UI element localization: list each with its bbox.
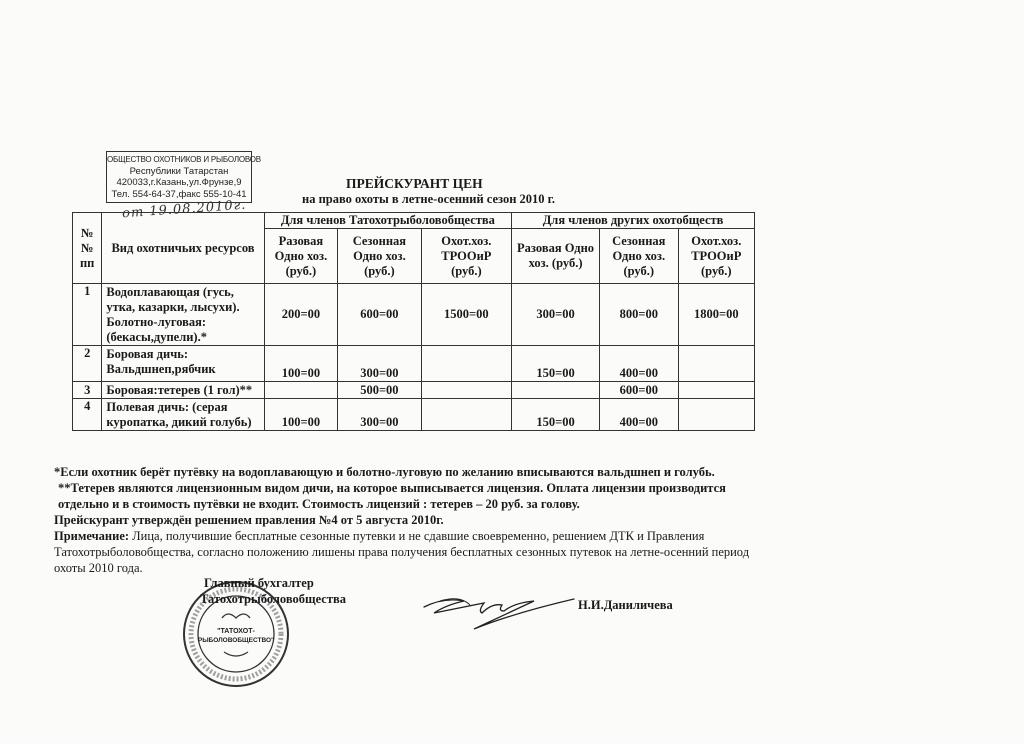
row-value: 150=00 [512,346,600,382]
accountant-position: Главный бухгалтер [204,576,314,590]
row-number: 4 [73,399,102,431]
row-value: 500=00 [338,382,421,399]
header-group-others: Для членов других охотобществ [512,213,755,229]
remark-text: Лица, получившие бесплатные сезонные путевки и не сдавшие своевременно, решением ДТК и Правления Татохотрыболовобщества, согласно положению лишены права получения бесплатных сезонных путевок на летне-осенний период охоты 2010 года. [54,529,750,575]
row-value: 1500=00 [421,284,512,346]
row-value: 200=00 [264,284,338,346]
header-num: № № пп [73,213,102,284]
row-value: 300=00 [512,284,600,346]
table-row [73,382,755,399]
row-value: 400=00 [599,399,678,431]
row-resource-name: Полевая дичь: (серая куропатка, дикий голубь) [102,399,264,431]
table-row [73,284,755,346]
row-number: 2 [73,346,102,382]
remark [54,528,774,576]
signer-name: Н.И.Даниличева [578,598,673,612]
row-value: 150=00 [512,399,600,431]
notes-block [54,464,774,576]
row-value [678,346,754,382]
header-season-2: Сезонная Одно хоз. (руб.) [599,229,678,284]
accountant-organization: Татохотрыболовобщества [200,592,346,606]
header-resources: Вид охотничьих ресурсов [102,213,264,284]
accountant-block [200,575,346,607]
note-licence: **Тетерев являются лицензионным видом дичи, на которое выписывается лицензия. Оплата лицензии производится отдельно и в стоимость путёвки не входит. Стоимость лицензий : тетерев – 20 руб. за голову. [58,481,726,511]
signature-icon [420,585,580,635]
row-value: 600=00 [599,382,678,399]
seal-text-2: РЫБОЛОВОБЩЕСТВО" [197,637,275,644]
row-value [421,346,512,382]
row-value: 800=00 [599,284,678,346]
row-value: 100=00 [264,346,338,382]
price-table [72,212,755,431]
row-resource-name: Боровая дичь: Вальдшнеп,рябчик [102,346,264,382]
row-value: 400=00 [599,346,678,382]
row-value [678,382,754,399]
row-value [264,382,338,399]
row-value: 300=00 [338,399,421,431]
row-resource-name: Водоплавающая (гусь, утка, казарки, лысухи). Болотно-луговая: (бекасы,дупели).* [102,284,264,346]
row-number: 1 [73,284,102,346]
organization-stamp [106,151,261,203]
table-row [73,346,755,382]
note-waterfowl: *Если охотник берёт путёвку на водоплавающую и болотно-луговую по желанию вписываются вальдшнеп и голубь. [54,465,715,479]
row-value [421,399,512,431]
row-value [421,382,512,399]
row-resource-name: Боровая:тетерев (1 гол)** [102,382,264,399]
table-row [73,399,755,431]
header-season-1: Сезонная Одно хоз. (руб.) [338,229,421,284]
note-approval: Прейскурант утверждён решением правления №4 от 5 августа 2010г. [54,513,444,527]
table-header-row [73,213,755,229]
header-single-2: Разовая Одно хоз. (руб.) [512,229,600,284]
stamp-line-1: ОБЩЕСТВО ОХОТНИКОВ И РЫБОЛОВОВ [107,155,261,164]
seal-text-1: "ТАТОХОТ- [217,628,255,635]
stamp-line-4: Тел. 554-64-37,факс 555-10-41 [111,188,247,200]
row-value: 100=00 [264,399,338,431]
header-troo-2: Охот.хоз. ТРООиР (руб.) [678,229,754,284]
header-group-members: Для членов Татохотрыболовобщества [264,213,512,229]
row-value: 300=00 [338,346,421,382]
row-value: 1800=00 [678,284,754,346]
row-value: 600=00 [338,284,421,346]
document-subtitle: на право охоты в летне-осенний сезон 2010 г. [302,192,556,206]
document-title: ПРЕЙСКУРАНТ ЦЕН [346,176,483,191]
row-number: 3 [73,382,102,399]
row-value [512,382,600,399]
header-single-1: Разовая Одно хоз. (руб.) [264,229,338,284]
stamp-date: от 19.08.2010г. [121,197,247,222]
stamp-line-3: 420033,г.Казань,ул.Фрунзе,9 [116,177,242,188]
header-troo-1: Охот.хоз. ТРООиР (руб.) [421,229,512,284]
stamp-line-2: Республики Татарстан [129,165,229,177]
row-value [678,399,754,431]
remark-label: Примечание: [54,529,130,543]
